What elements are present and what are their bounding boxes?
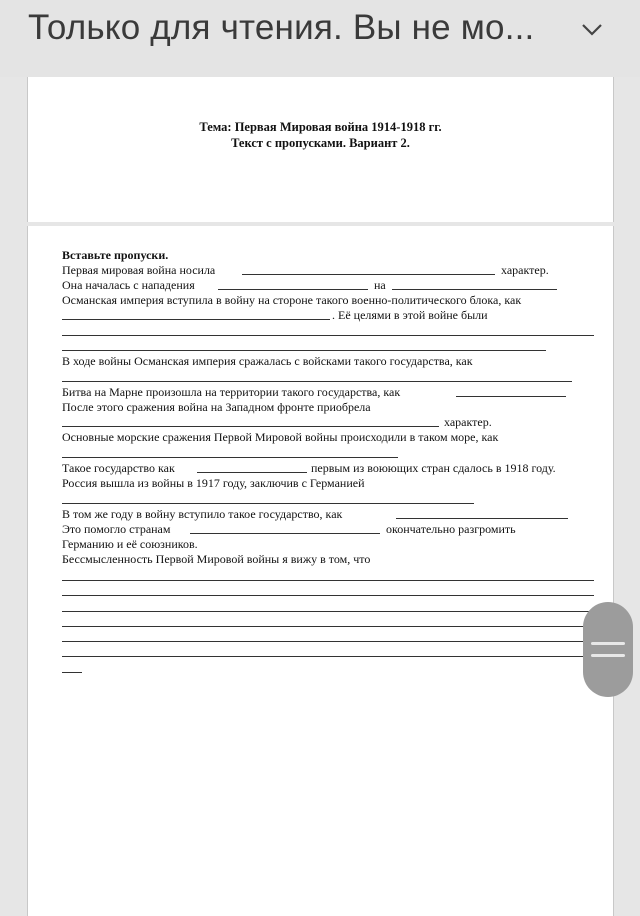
document-page-1 bbox=[27, 77, 614, 222]
blank-line bbox=[242, 274, 495, 275]
answer-line bbox=[62, 626, 594, 627]
text-line: на bbox=[374, 278, 386, 292]
grip-line-icon bbox=[591, 654, 625, 657]
blank-line bbox=[62, 350, 546, 351]
text-line: Россия вышла из войны в 1917 году, заключив с Германией bbox=[62, 476, 365, 490]
scroll-handle[interactable] bbox=[583, 602, 633, 697]
answer-line bbox=[62, 672, 82, 673]
blank-line bbox=[62, 426, 439, 427]
blank-line bbox=[62, 335, 594, 336]
text-line: Османская империя вступила в войну на стороне такого военно-политического блока, как bbox=[62, 293, 522, 307]
blank-line bbox=[197, 472, 307, 473]
blank-line bbox=[190, 533, 380, 534]
blank-line bbox=[62, 457, 398, 458]
doc-topic: Тема: Первая Мировая война 1914-1918 гг. bbox=[199, 120, 442, 134]
banner-title: Только для чтения. Вы не мо... bbox=[28, 8, 535, 47]
blank-line bbox=[218, 289, 368, 290]
text-line: характер. bbox=[501, 263, 549, 277]
text-line: Германию и её союзников. bbox=[62, 537, 198, 551]
blank-line bbox=[396, 518, 568, 519]
text-line: Битва на Марне произошла на территории такого государства, как bbox=[62, 385, 401, 399]
blank-line bbox=[456, 396, 566, 397]
doc-subtitle: Текст с пропусками. Вариант 2. bbox=[231, 136, 410, 150]
text-line: Бессмысленность Первой Мировой войны я вижу в том, что bbox=[62, 552, 371, 566]
text-line: Она началась с нападения bbox=[62, 278, 195, 292]
answer-line bbox=[62, 580, 594, 581]
document-page-2 bbox=[27, 226, 614, 916]
answer-line bbox=[62, 656, 594, 657]
read-only-banner[interactable] bbox=[0, 0, 640, 77]
blank-line bbox=[62, 319, 330, 320]
answer-line bbox=[62, 641, 594, 642]
chevron-down-icon[interactable] bbox=[578, 20, 606, 40]
grip-line-icon bbox=[591, 642, 625, 645]
blank-line bbox=[62, 503, 474, 504]
instruction: Вставьте пропуски. bbox=[62, 248, 169, 262]
text-line: Первая мировая война носила bbox=[62, 263, 216, 277]
text-line: В том же году в войну вступило такое государство, как bbox=[62, 507, 343, 521]
blank-line bbox=[392, 289, 557, 290]
text-line: В ходе войны Османская империя сражалась с войсками такого государства, как bbox=[62, 354, 473, 368]
answer-line bbox=[62, 611, 594, 612]
text-line: Основные морские сражения Первой Мировой войны происходили в таком море, как bbox=[62, 430, 499, 444]
text-line: Такое государство как bbox=[62, 461, 175, 475]
text-line: характер. bbox=[444, 415, 492, 429]
answer-line bbox=[62, 595, 594, 596]
text-line: первым из воюющих стран сдалось в 1918 году. bbox=[311, 461, 556, 475]
blank-line bbox=[62, 381, 572, 382]
text-line: . Её целями в этой войне были bbox=[332, 308, 488, 322]
text-line: окончательно разгромить bbox=[386, 522, 516, 536]
text-line: После этого сражения война на Западном фронте приобрела bbox=[62, 400, 371, 414]
text-line: Это помогло странам bbox=[62, 522, 171, 536]
